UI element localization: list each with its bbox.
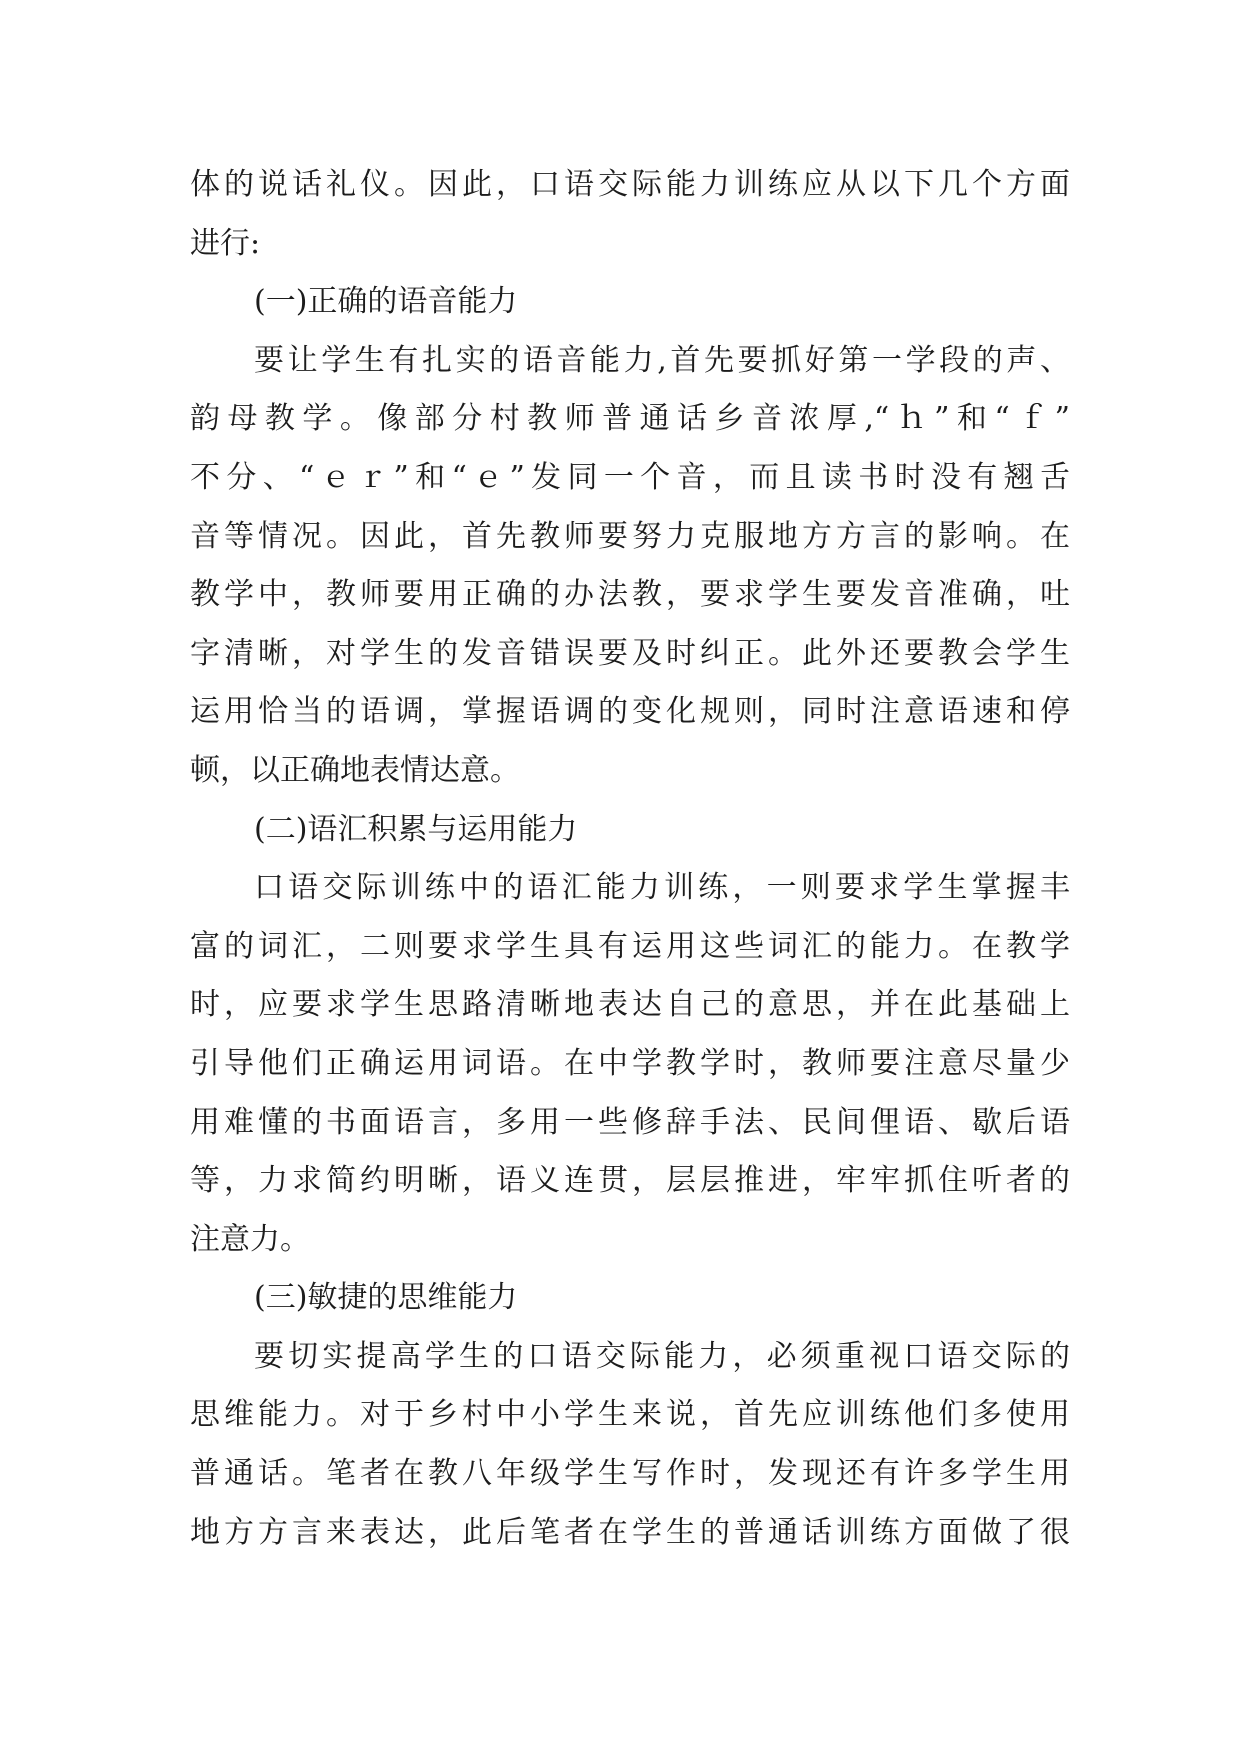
text-line: 运用恰当的语调，掌握语调的变化规则，同时注意语速和停	[190, 694, 1070, 730]
section-heading: (二)语汇积累与运用能力	[254, 811, 578, 847]
text-line: 韵母教学。像部分村教师普通话乡音浓厚,“ｈ”和“ｆ”	[190, 401, 1070, 437]
text-line: 注意力。	[190, 1221, 310, 1257]
text-line: 教学中，教师要用正确的办法教，要求学生要发音准确，吐	[190, 577, 1070, 613]
text-line: 口语交际训练中的语汇能力训练，一则要求学生掌握丰	[254, 870, 1070, 906]
text-line: 要切实提高学生的口语交际能力，必须重视口语交际的	[254, 1338, 1070, 1374]
text-line: 要让学生有扎实的语音能力,首先要抓好第一学段的声、	[254, 342, 1070, 378]
text-line: 体的说话礼仪。因此，口语交际能力训练应从以下几个方面	[190, 167, 1070, 202]
section-heading: (一)正确的语音能力	[254, 284, 518, 320]
text-line: 用难懂的书面语言，多用一些修辞手法、民间俚语、歇后语	[190, 1104, 1070, 1140]
text-line: 不分、“ｅｒ”和“ｅ”发同一个音，而且读书时没有翘舌	[190, 459, 1070, 495]
text-line: 富的词汇，二则要求学生具有运用这些词汇的能力。在教学	[190, 928, 1070, 964]
section-heading: (三)敏捷的思维能力	[254, 1280, 518, 1316]
text-line: 等，力求简约明晰，语义连贯，层层推进，牢牢抓住听者的	[190, 1163, 1070, 1199]
text-line: 进行:	[190, 225, 261, 261]
text-line: 字清晰，对学生的发音错误要及时纠正。此外还要教会学生	[190, 635, 1070, 671]
text-line: 音等情况。因此，首先教师要努力克服地方方言的影响。在	[190, 518, 1070, 554]
text-line: 顿，以正确地表情达意。	[190, 752, 520, 788]
text-line: 思维能力。对于乡村中小学生来说，首先应训练他们多使用	[190, 1397, 1070, 1433]
text-line: 时，应要求学生思路清晰地表达自己的意思，并在此基础上	[190, 987, 1070, 1023]
text-line: 地方方言来表达，此后笔者在学生的普通话训练方面做了很	[190, 1514, 1070, 1550]
text-line: 引导他们正确运用词语。在中学教学时，教师要注意尽量少	[190, 1045, 1070, 1081]
body-text	[190, 156, 1070, 1562]
text-line: 普通话。笔者在教八年级学生写作时，发现还有许多学生用	[190, 1456, 1070, 1492]
